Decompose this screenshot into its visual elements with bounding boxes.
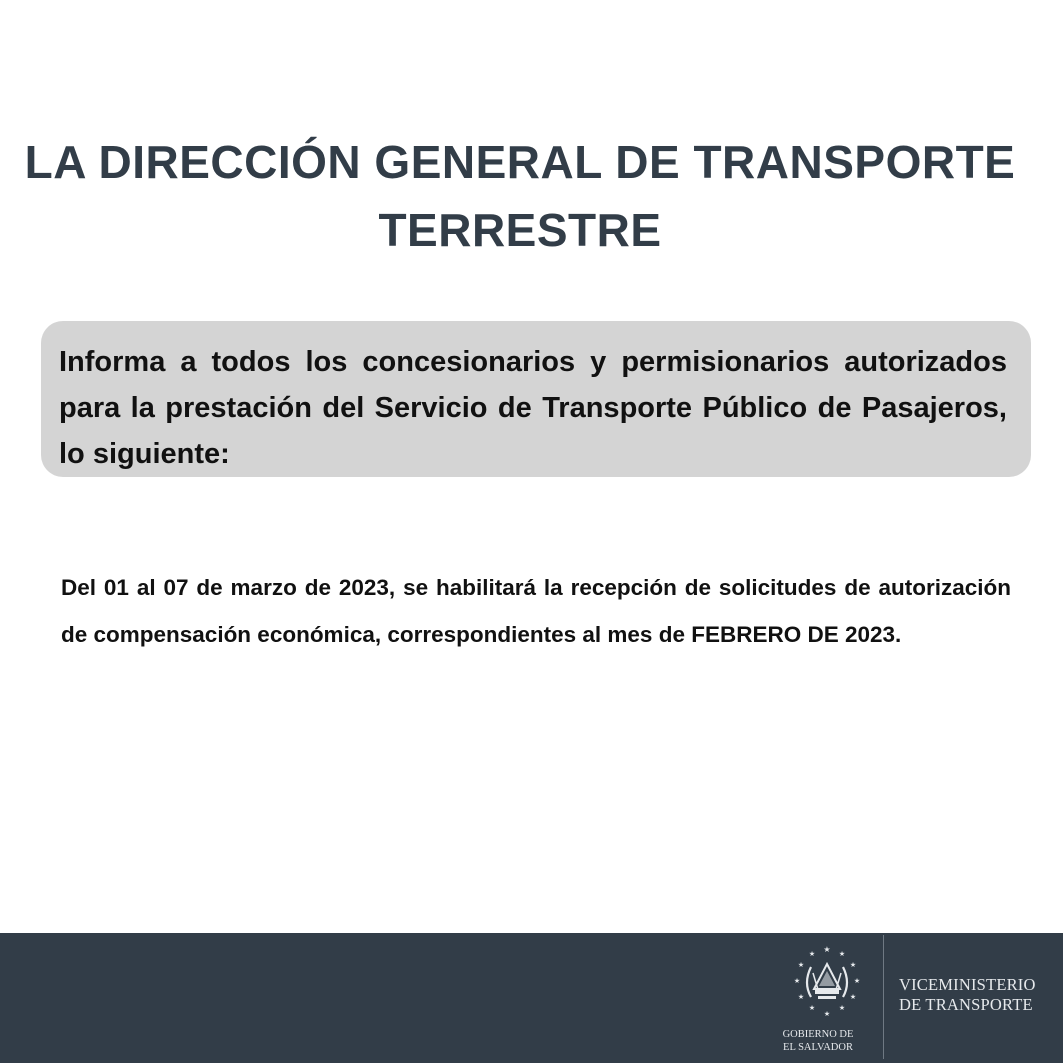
viceministry-label: [899, 975, 1036, 1015]
government-label-line-2: EL SALVADOR: [783, 1042, 853, 1053]
svg-text:★: ★: [838, 1004, 846, 1012]
svg-text:★: ★: [853, 977, 861, 985]
page-title: [0, 128, 1040, 264]
svg-text:★: ★: [823, 1010, 831, 1018]
viceministry-label-line-1: VICEMINISTERIO: [899, 975, 1036, 994]
footer-bar: [0, 933, 1063, 1063]
svg-text:★: ★: [808, 1004, 816, 1012]
info-callout-text: Informa a todos los concesionarios y permisionarios autorizados para la prestación del Servicio de Transporte Público de Pasajeros, lo siguiente:: [59, 346, 1007, 470]
svg-text:★: ★: [808, 950, 816, 958]
svg-text:★: ★: [838, 950, 846, 958]
government-label-line-1: GOBIERNO DE: [782, 1029, 854, 1040]
el-salvador-coat-of-arms-icon: [789, 943, 865, 1019]
footer-divider: [883, 935, 884, 1059]
government-label: [762, 1028, 874, 1054]
svg-text:★: ★: [793, 977, 801, 985]
svg-text:★: ★: [849, 961, 857, 969]
title-line-2: TERRESTRE: [378, 204, 662, 256]
svg-text:★: ★: [849, 993, 857, 1001]
svg-text:★: ★: [797, 961, 805, 969]
svg-text:★: ★: [823, 945, 831, 954]
viceministry-label-line-2: DE TRANSPORTE: [899, 995, 1033, 1014]
notice-body-text: Del 01 al 07 de marzo de 2023, se habilitará la recepción de solicitudes de autorización de compensación económica, correspondientes al mes de FEBRERO DE 2023.: [61, 575, 1011, 647]
svg-text:★: ★: [797, 993, 805, 1001]
title-line-1: LA DIRECCIÓN GENERAL DE TRANSPORTE: [24, 136, 1016, 188]
info-callout-box: [41, 321, 1031, 477]
